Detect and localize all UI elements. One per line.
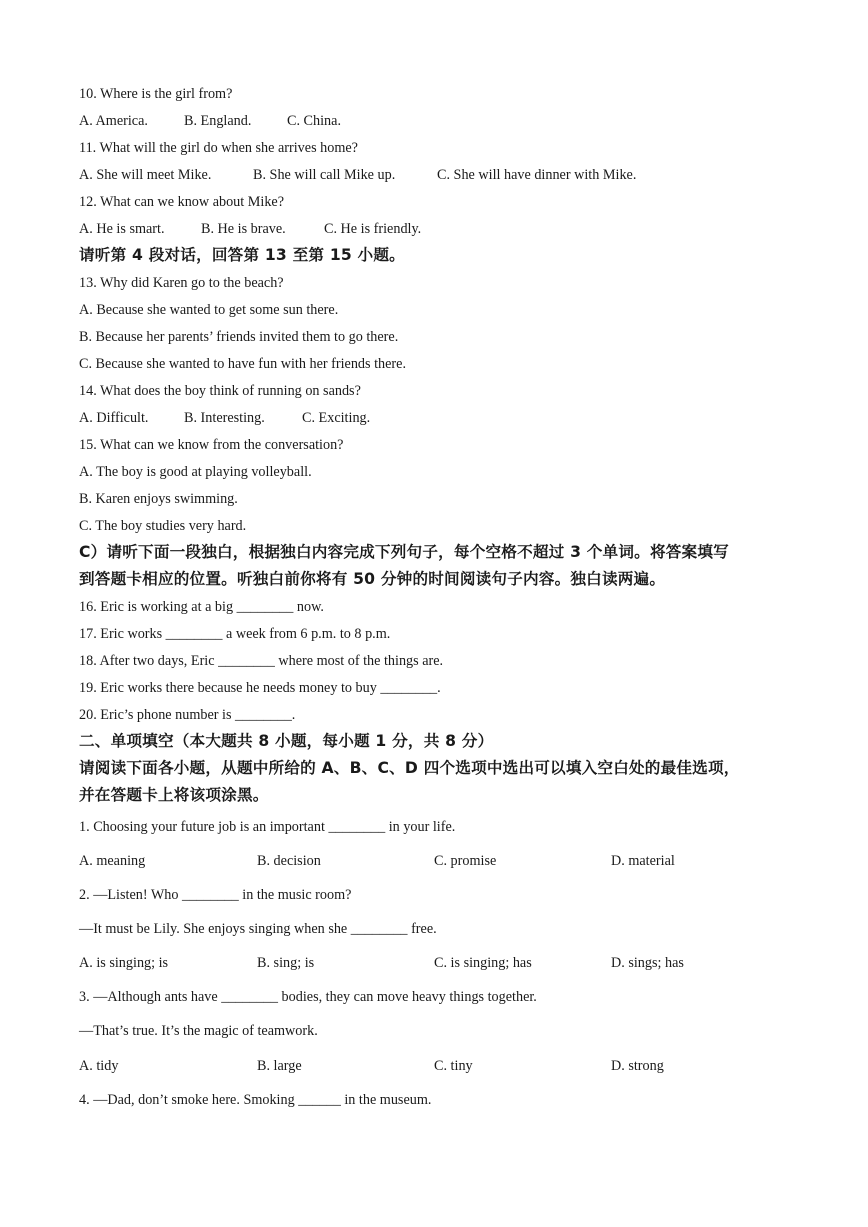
question-10-option-a: A. America. <box>79 113 148 129</box>
question-12-stem: 12. What can we know about Mike? <box>79 194 285 210</box>
question-10-option-c: C. China. <box>287 113 341 129</box>
question-14-option-a: A. Difficult. <box>79 410 149 426</box>
mc-question-2-option-a: A. is singing; is <box>79 955 169 971</box>
question-13-option-b: B. Because her parents’ friends invited them to go there. <box>79 329 399 345</box>
sentence-16: 16. Eric is working at a big ________ now. <box>79 599 324 615</box>
sentence-19: 19. Eric works there because he needs money to buy ________. <box>79 680 441 696</box>
part-c-instruction-line-2: 到答题卡相应的位置。听独白前你将有 50 分钟的时间阅读句子内容。独白读两遍。 <box>79 570 666 588</box>
question-11-option-b: B. She will call Mike up. <box>253 167 396 183</box>
question-13-option-c: C. Because she wanted to have fun with her friends there. <box>79 356 406 372</box>
question-11-option-a: A. She will meet Mike. <box>79 167 212 183</box>
mc-question-3-option-c: C. tiny <box>434 1058 473 1074</box>
mc-question-3-option-d: D. strong <box>611 1058 664 1074</box>
question-14-stem: 14. What does the boy think of running on sands? <box>79 383 361 399</box>
question-15-stem: 15. What can we know from the conversation? <box>79 437 344 453</box>
question-14-option-c: C. Exciting. <box>302 410 371 426</box>
question-11-option-c: C. She will have dinner with Mike. <box>437 167 637 183</box>
question-15-option-a: A. The boy is good at playing volleyball. <box>79 464 312 480</box>
question-12-option-a: A. He is smart. <box>79 221 165 237</box>
section-2-instruction-line-1: 请阅读下面各小题，从题中所给的 A、B、C、D 四个选项中选出可以填入空白处的最佳选项， <box>79 759 740 777</box>
mc-question-3-stem-2: —That’s true. It’s the magic of teamwork. <box>79 1023 318 1039</box>
question-10-stem: 10. Where is the girl from? <box>79 86 233 102</box>
question-12-option-c: C. He is friendly. <box>324 221 422 237</box>
question-12-option-b: B. He is brave. <box>201 221 286 237</box>
sentence-18: 18. After two days, Eric ________ where most of the things are. <box>79 653 444 669</box>
mc-question-1-option-c: C. promise <box>434 853 497 869</box>
question-15-option-b: B. Karen enjoys swimming. <box>79 491 238 507</box>
question-14-option-b: B. Interesting. <box>184 410 265 426</box>
mc-question-1-option-d: D. material <box>611 853 675 869</box>
section-2-instruction-line-2: 并在答题卡上将该项涂黑。 <box>79 786 269 804</box>
mc-question-2-option-d: D. sings; has <box>611 955 684 971</box>
question-11-stem: 11. What will the girl do when she arrives home? <box>79 140 358 156</box>
mc-question-2-stem-2: —It must be Lily. She enjoys singing when she ________ free. <box>79 921 437 937</box>
question-13-stem: 13. Why did Karen go to the beach? <box>79 275 284 291</box>
mc-question-1-option-b: B. decision <box>257 853 321 869</box>
mc-question-2-option-c: C. is singing; has <box>434 955 532 971</box>
question-10-option-b: B. England. <box>184 113 252 129</box>
mc-question-3-stem-1: 3. —Although ants have ________ bodies, they can move heavy things together. <box>79 989 537 1005</box>
mc-question-1-option-a: A. meaning <box>79 853 146 869</box>
question-15-option-c: C. The boy studies very hard. <box>79 518 247 534</box>
part-c-instruction-line-1: C）请听下面一段独白，根据独白内容完成下列句子，每个空格不超过 3 个单词。将答案填写 <box>79 543 729 561</box>
mc-question-2-stem-1: 2. —Listen! Who ________ in the music room? <box>79 887 352 903</box>
section-2-heading: 二、单项填空（本大题共 8 小题，每小题 1 分，共 8 分） <box>79 732 494 750</box>
question-13-option-a: A. Because she wanted to get some sun there. <box>79 302 339 318</box>
mc-question-2-option-b: B. sing; is <box>257 955 315 971</box>
mc-question-4-stem: 4. —Dad, don’t smoke here. Smoking ______ in the museum. <box>79 1092 432 1108</box>
mc-question-3-option-b: B. large <box>257 1058 302 1074</box>
sentence-20: 20. Eric’s phone number is ________. <box>79 707 296 723</box>
sentence-17: 17. Eric works ________ a week from 6 p.m. to 8 p.m. <box>79 626 391 642</box>
dialog-4-instruction: 请听第 4 段对话，回答第 13 至第 15 小题。 <box>79 246 405 264</box>
mc-question-1-stem: 1. Choosing your future job is an important ________ in your life. <box>79 819 456 835</box>
mc-question-3-option-a: A. tidy <box>79 1058 119 1074</box>
